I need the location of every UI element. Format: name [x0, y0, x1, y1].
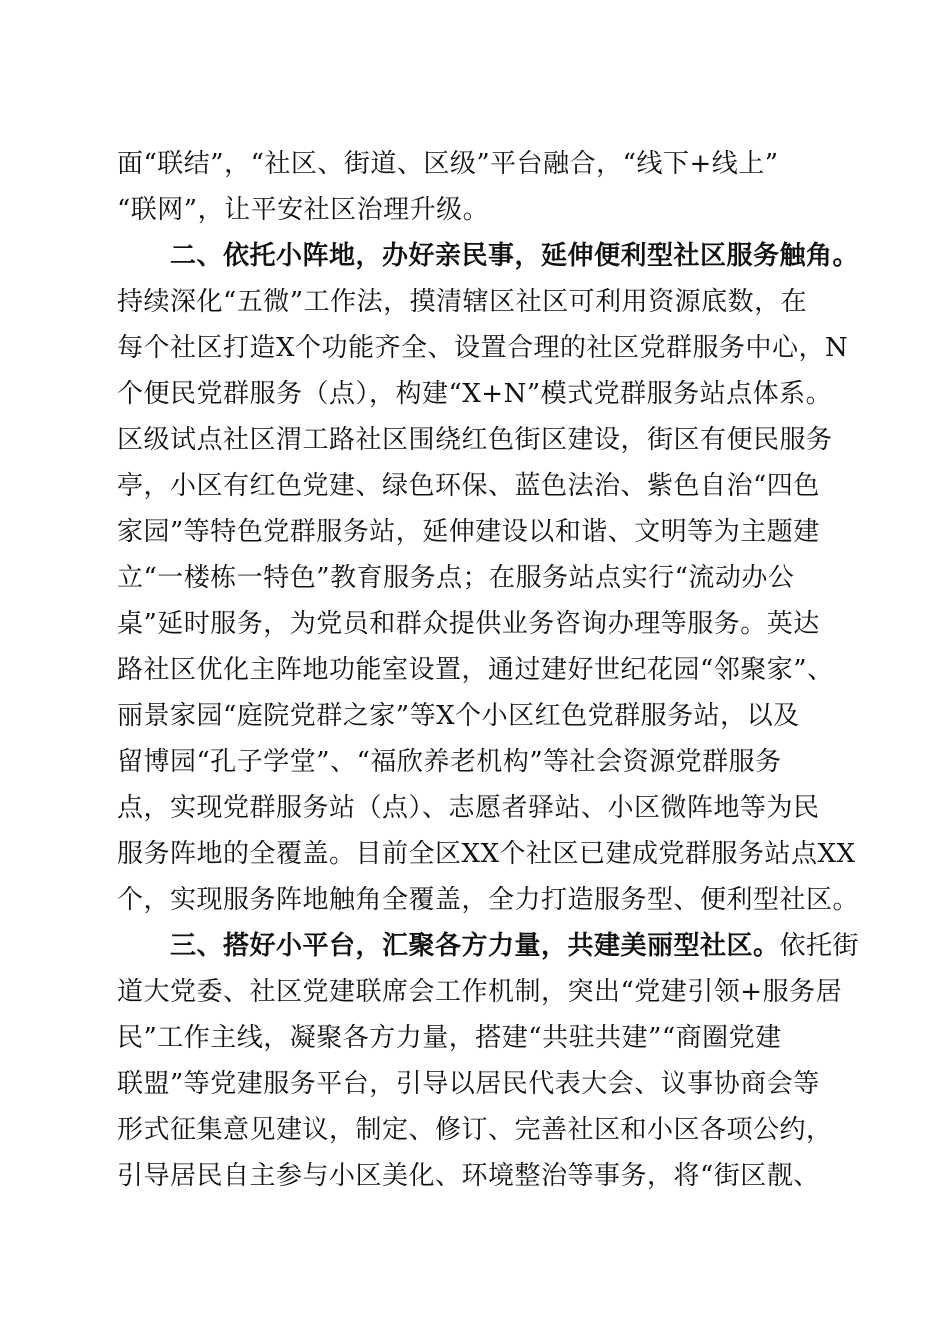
paragraph-line: 区级试点社区渭工路社区围绕红色街区建设，街区有便民服务 — [117, 425, 833, 455]
section-heading-3: 三、搭好小平台，汇聚各方力量，共建美丽型社区。 — [170, 931, 780, 961]
paragraph-line: 形式征集意见建议，制定、修订、完善社区和小区各项公约， — [117, 1115, 833, 1145]
paragraph-line: 个，实现服务阵地触角全覆盖，全力打造服务型、便利型社区。 — [117, 885, 860, 915]
paragraph-line: 持续深化“五微”工作法，摸清辖区社区可利用资源底数，在 — [117, 287, 808, 317]
paragraph-line: 点，实现党群服务站（点）、志愿者驿站、小区微阵地等为民 — [117, 793, 820, 823]
paragraph-line: 道大党委、社区党建联席会工作机制，突出“党建引领+服务居 — [117, 977, 843, 1007]
paragraph-line: 每个社区打造X个功能齐全、设置合理的社区党群服务中心，N — [117, 333, 849, 363]
paragraph-line: 立“一楼栋一特色”教育服务点；在服务站点实行“流动办公 — [117, 563, 795, 593]
paragraph-line: 路社区优化主阵地功能室设置，通过建好世纪花园“邻聚家”、 — [117, 655, 834, 685]
paragraph-line: 联盟”等党建服务平台，引导以居民代表大会、议事协商会等 — [117, 1069, 820, 1099]
section-heading-2: 二、依托小阵地，办好亲民事，延伸便利型社区服务触角。 — [170, 241, 860, 271]
paragraph-line: 留博园“孔子学堂”、“福欣养老机构”等社会资源党群服务 — [117, 747, 782, 777]
paragraph-line: 亭，小区有红色党建、绿色环保、蓝色法治、紫色自治“四色 — [117, 471, 820, 501]
paragraph-line: 服务阵地的全覆盖。目前全区XX个社区已建成党群服务站点XX — [117, 839, 856, 869]
paragraph-line: 个便民党群服务（点），构建“X+N”模式党群服务站点体系。 — [117, 379, 833, 409]
paragraph-line: 引导居民自主参与小区美化、环境整治等事务，将“街区靓、 — [117, 1161, 820, 1191]
paragraph-line: 面“联结”，“社区、街道、区级”平台融合，“线下+线上” — [117, 149, 779, 179]
paragraph-line: 桌”延时服务，为党员和群众提供业务咨询办理等服务。英达 — [117, 609, 820, 639]
section-heading-3-tail: 依托街 — [779, 931, 860, 961]
paragraph-line: 家园”等特色党群服务站，延伸建设以和谐、文明等为主题建 — [117, 517, 820, 547]
paragraph-line: 丽景家园“庭院党群之家”等X个小区红色党群服务站，以及 — [117, 701, 800, 731]
paragraph-line: “联网”，让平安社区治理升级。 — [117, 195, 490, 225]
paragraph-line: 民”工作主线，凝聚各方力量，搭建“共驻共建”“商圈党建 — [117, 1023, 782, 1053]
section-heading-3-line — [170, 926, 860, 966]
